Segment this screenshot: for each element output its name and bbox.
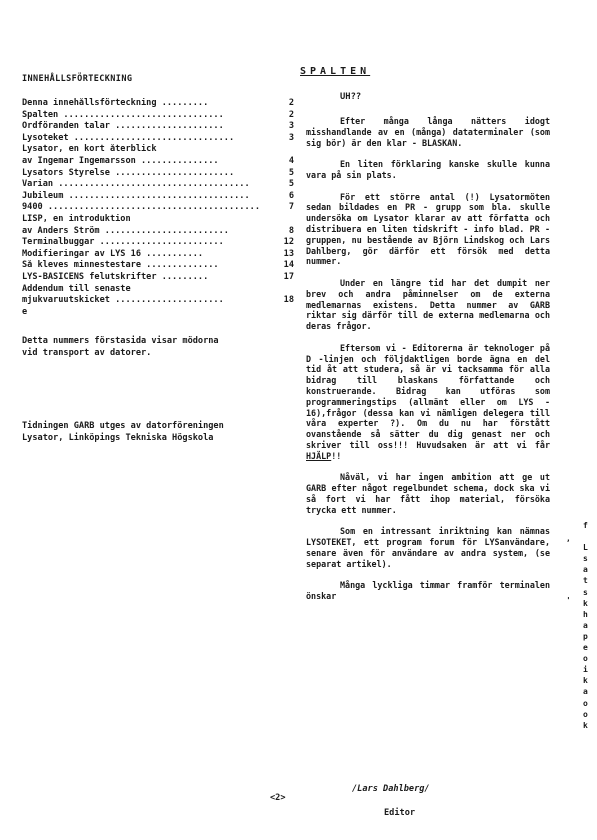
editor-role: Editor [384,808,416,818]
column-title: SPALTEN [300,66,371,77]
toc-entry-page: 5 [288,167,294,178]
toc-entry-label: LYS-BASICENS felutskrifter ......... [22,271,209,282]
clipped-letter: s [583,587,588,597]
toc-row [22,121,294,133]
toc-row [22,226,294,238]
toc-entry-page: 5 [288,179,294,190]
clipped-letter: t [583,576,588,586]
toc-entry-label: Spalten ............................... [22,109,224,120]
toc-row [22,284,294,296]
clipped-letter: k [583,598,588,608]
paragraph-text: För ett större antal (!) Lysatormöten sedan bildades en PR - grupp som bla. skulle undersöka om Lysator klarar av att författa och distribuera en liten tidskrift - info blad. PR - gruppen, nu bestående av Björn Lindskog och Lars Dahlberg, gör därför ett försök med detta nummer. [306,191,550,267]
toc-entry-label: Lysator, en kort återblick [22,144,157,155]
toc-entry-label: Addendum till senaste [22,283,131,294]
clipped-letter: i [583,665,588,675]
article-paragraph [306,116,550,148]
article-paragraph [306,192,550,268]
toc-row [22,307,294,319]
toc-entry-label: mjukvaruutskicket ..................... [22,295,224,306]
toc-entry-label: LISP, en introduktion [22,213,131,224]
toc-row [22,168,294,180]
toc-entry-page: 3 [288,132,294,143]
clipped-letter: h [583,609,588,619]
toc-entry-page: 2 [288,109,294,120]
toc-entry-page: 12 [283,237,294,248]
article-paragraph [306,343,550,462]
toc-entry-label: av Anders Ström ........................ [22,225,229,236]
article-paragraph [306,278,550,332]
clipped-letter: o [583,654,588,664]
toc-row [22,237,294,249]
article-paragraph [306,526,550,569]
toc-entry-label: Jubileum ................................... [22,190,250,201]
paragraph-text: Många lyckliga timmar framför terminalen önskar [306,580,550,602]
paragraph-text: Eftersom vi - Editorerna är teknologer på D -linjen och följdaktligen borde ägna en del tid åt att studera, så är vi tacksamma för alla bidrag till blaskans författande och konstruerande. Bidrag kan utföras som programmeringstips (allmänt eller om LYS - 16),frågor (dessa kan vi nämligen delegera till våra experter ?). Om du nu har förstått ovanstående så sätter du dig genast ner och skriver till oss!!! Huvudsaken är att vi får [306,342,550,450]
toc-entry-label: e [22,306,28,317]
toc-entry-page: 14 [283,260,294,271]
paragraph-text: !! [331,450,342,461]
clipped-letter: f [583,521,588,530]
paragraph-text: Som en intressant inriktning kan nämnas LYSOTEKET, ett program forum för LYSanvändare, senare även för användare av andra system, (se separat artikel). [306,526,550,569]
toc-row [22,133,294,145]
publisher-note [22,421,302,444]
cover-note-line: vid transport av datorer. [22,347,152,358]
toc-entry-page: 17 [283,271,294,282]
clipped-letter: p [583,631,588,641]
column-article [306,116,550,613]
stray-mark: ' [566,596,571,605]
toc-entry-label: Varian ..................................... [22,179,250,190]
toc-row [22,202,294,214]
toc-entry-label: 9400 ......................................... [22,202,260,213]
article-paragraph [306,159,550,181]
toc-row [22,98,294,110]
clipped-letter: k [583,676,588,686]
toc-row [22,249,294,261]
toc-row [22,260,294,272]
article-paragraph [306,580,550,602]
toc-entry-label: Terminalbuggar ........................ [22,237,224,248]
clipped-adjacent-column [583,520,597,731]
paragraph-text: Efter många långa nätters idogt misshandlande av en (många) dataterminaler (som sig bör) är den klar - BLASKAN. [306,116,550,148]
toc-entry-page: 6 [288,190,294,201]
page-number: <2> [270,793,286,803]
clipped-letter: o [583,709,588,719]
clipped-letter: s [583,554,588,564]
toc-row [22,110,294,122]
toc-row [22,295,294,307]
toc-entry-page: 8 [288,225,294,236]
toc-entry-label: Lysoteket ............................... [22,132,235,143]
toc-entry-label: Ordföranden talar ..................... [22,121,224,132]
clipped-letter: a [583,687,588,697]
toc-entry-label: Modifieringar av LYS 16 ........... [22,248,204,259]
publisher-note-line: Lysator, Linköpings Tekniska Högskola [22,432,214,443]
paragraph-text: En liten förklaring kanske skulle kunna vara på sin plats. [306,159,550,180]
toc-entry-label: Denna innehållsförteckning ......... [22,98,209,108]
toc-entry-page: 13 [283,248,294,259]
toc-row [22,179,294,191]
toc-entry-page: 18 [283,295,294,306]
emphasized-text: HJÄLP [306,450,332,461]
stray-mark: , [566,534,571,543]
editor-signature: /Lars Dahlberg/ [352,784,430,794]
paragraph-text: Nåväl, vi har ingen ambition att ge ut GARB efter något regelbundet schema, dock ska vi så fort vi har fått ihop material, försöka trycka ett nummer. [306,472,550,515]
clipped-letter: a [583,565,588,575]
table-of-contents [22,98,294,318]
clipped-letter: L [583,543,588,553]
toc-entry-label: Lysators Styrelse ....................... [22,167,235,178]
cover-note-line: Detta nummers förstasida visar mödorna [22,336,219,346]
clipped-letter: e [583,643,588,653]
paragraph-text: Under en längre tid har det dumpit ner brev och andra påminnelser om de externa medlemarnas existens. Detta nummer av GARB riktar sig därför till de externa medlemarna och deras frågor. [306,277,550,332]
toc-row [22,156,294,168]
cover-note [22,336,300,359]
toc-entry-page: 3 [288,121,294,132]
clipped-letter: a [583,620,588,630]
clipped-letter [583,531,597,542]
clipped-letter: k [583,720,588,730]
toc-entry-label: av Ingemar Ingemarsson ............... [22,155,219,166]
toc-entry-label: Så kleves minnestestare .............. [22,260,219,271]
toc-row [22,214,294,226]
toc-entry-page: 4 [288,155,294,166]
column-greeting: UH?? [340,92,362,102]
clipped-letter: o [583,698,588,708]
article-paragraph [306,472,550,515]
toc-entry-page: 7 [288,202,294,213]
toc-row [22,144,294,156]
toc-row [22,191,294,203]
toc-entry-page: 2 [288,98,294,108]
toc-title: INNEHÅLLSFÖRTECKNING [22,74,133,84]
publisher-note-line: Tidningen GARB utges av datorföreningen [22,421,224,431]
toc-row [22,272,294,284]
